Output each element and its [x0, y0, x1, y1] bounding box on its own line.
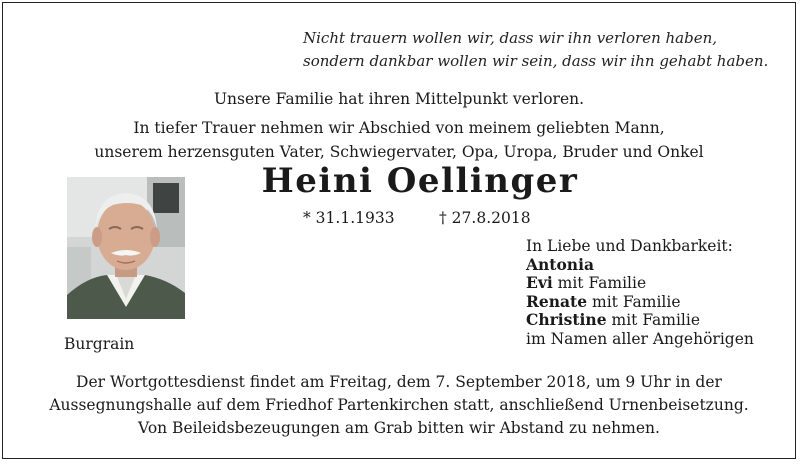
- mourner-entry: Renate mit Familie: [526, 291, 681, 311]
- mourners-list: [526, 237, 754, 349]
- quote-line-2: sondern dankbar wollen wir sein, dass wir ihn gehabt haben.: [303, 52, 769, 70]
- service-line-3: Von Beileidsbezeugungen am Grab bitten wir Abstand zu nehmen.: [138, 419, 660, 437]
- memorial-quote: [303, 27, 773, 73]
- intro-line-2: In tiefer Trauer nehmen wir Abschied von meinem geliebten Mann,: [133, 118, 665, 137]
- service-details: [3, 371, 795, 440]
- mourner-entry: Christine mit Familie: [526, 310, 701, 330]
- birth-date: * 31.1.1933: [303, 209, 395, 227]
- deceased-name: Heini Oellinger: [261, 161, 579, 201]
- intro-line-1: Unsere Familie hat ihren Mittelpunkt verloren.: [213, 90, 585, 108]
- mourners-heading: In Liebe und Dankbarkeit:: [526, 237, 733, 255]
- mourner-entry: Evi mit Familie: [526, 273, 647, 293]
- portrait-photo: [67, 177, 185, 319]
- service-line-1: Der Wortgottesdienst findet am Freitag, dem 7. September 2018, um 9 Uhr in der: [76, 373, 722, 391]
- announcement-intro: [3, 87, 795, 165]
- mourner-entry: Antonia: [526, 254, 594, 274]
- mourners-closing: im Namen aller Angehörigen: [526, 329, 754, 348]
- intro-line-3: unserem herzensguten Vater, Schwiegervater, Opa, Uropa, Bruder und Onkel: [94, 143, 704, 161]
- quote-line-1: Nicht trauern wollen wir, dass wir ihn verloren haben,: [303, 29, 718, 47]
- death-date: † 27.8.2018: [439, 209, 531, 227]
- service-line-2: Aussegnungshalle auf dem Friedhof Partenkirchen statt, anschließend Urnenbeisetzung.: [49, 396, 749, 414]
- obituary-notice: [2, 2, 796, 459]
- residence-location: Burgrain: [64, 335, 135, 353]
